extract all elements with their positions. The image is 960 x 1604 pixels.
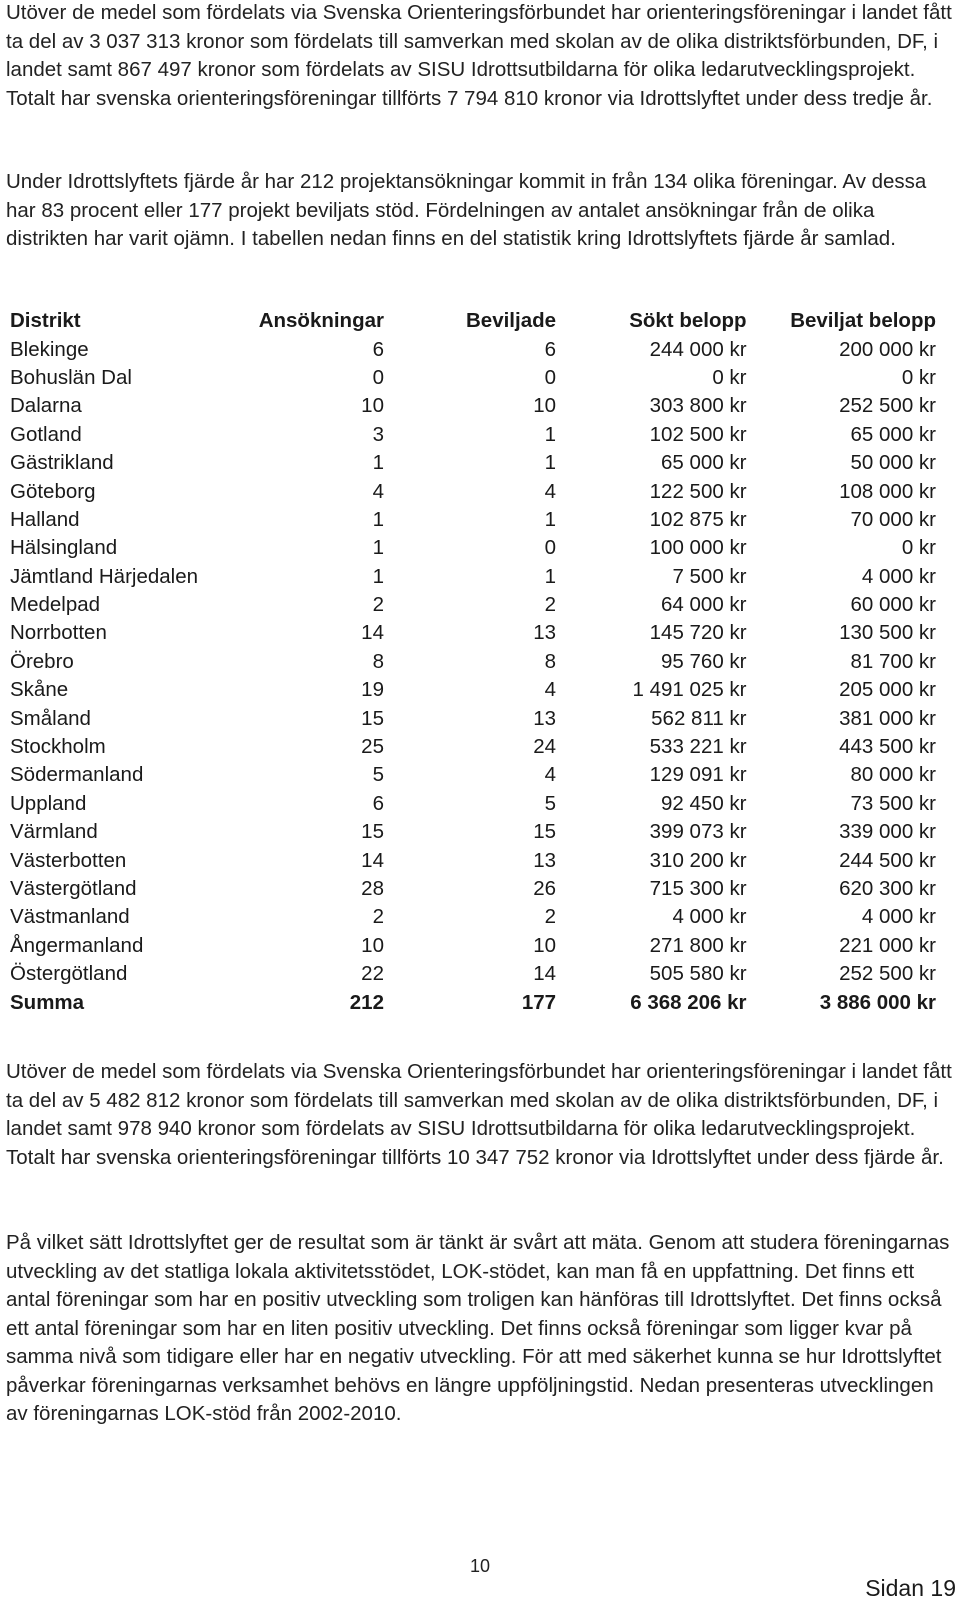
cell-beviljat-belopp: 0 kr [901, 536, 936, 560]
cell-beviljat-belopp: 252 500 kr [839, 962, 936, 986]
table-row [6, 335, 940, 363]
total-beviljade: 177 [521, 990, 557, 1014]
cell-distrikt: Blekinge [10, 337, 89, 361]
cell-sokt-belopp: 271 800 kr [649, 933, 747, 957]
cell-sokt-belopp: 533 221 kr [649, 735, 747, 759]
cell-ansokningar: 1 [372, 451, 384, 475]
table-row [6, 733, 940, 761]
cell-beviljade: 5 [544, 791, 557, 815]
cell-beviljat-belopp: 244 500 kr [839, 848, 936, 872]
table-row [6, 676, 940, 704]
cell-distrikt: Örebro [10, 649, 74, 673]
table-row [6, 875, 940, 903]
cell-sokt-belopp: 95 760 kr [661, 649, 747, 673]
cell-sokt-belopp: 244 000 kr [649, 337, 747, 361]
page-number: 10 [470, 1556, 491, 1576]
cell-beviljade: 24 [533, 735, 557, 759]
cell-sokt-belopp: 310 200 kr [649, 848, 747, 872]
cell-ansokningar: 14 [361, 621, 384, 645]
cell-beviljat-belopp: 381 000 kr [839, 706, 936, 730]
table-row [6, 563, 940, 591]
cell-sokt-belopp: 102 500 kr [649, 422, 747, 446]
cell-beviljade: 15 [533, 820, 557, 844]
cell-beviljade: 13 [533, 621, 557, 645]
table-row [6, 392, 940, 420]
cell-beviljade: 2 [544, 905, 557, 929]
cell-beviljat-belopp: 73 500 kr [850, 791, 936, 815]
cell-distrikt: Hälsingland [10, 536, 118, 560]
cell-beviljade: 13 [533, 706, 557, 730]
cell-distrikt: Norrbotten [10, 621, 107, 645]
cell-distrikt: Medelpad [10, 593, 101, 617]
cell-beviljat-belopp: 70 000 kr [850, 507, 936, 531]
cell-beviljade: 4 [544, 678, 557, 702]
cell-sokt-belopp: 715 300 kr [649, 877, 747, 900]
cell-sokt-belopp: 7 500 kr [672, 564, 747, 588]
cell-ansokningar: 5 [372, 763, 384, 787]
column-header-beviljat-belopp: Beviljat belopp [790, 309, 936, 333]
table-header-row [6, 307, 940, 335]
intro-paragraph-fourth-year: Utöver de medel som fördelats via Svenska Orienteringsförbundet har orienteringsföreningar i landet fått ta del av 5 482 812 kronor som fördelats till samverkan med skolan av de olika distriktsförbunden, DF, i landet samt 978 940 kronor som fördelats av SISU Idrottsutbildarna för olika ledarutvecklingsprojekt. Totalt har svenska orienteringsföreningar tillförts 10 347 752 kronor via Idrottslyftet under dess fjärde år. [6, 1060, 952, 1169]
cell-beviljat-belopp: 252 500 kr [839, 394, 936, 418]
table-row [6, 818, 940, 846]
table-row [6, 704, 940, 732]
cell-distrikt: Gästrikland [10, 451, 114, 475]
cell-distrikt: Bohuslän Dal [10, 365, 132, 389]
cell-sokt-belopp: 145 720 kr [649, 621, 747, 645]
applications-paragraph: Under Idrottslyftets fjärde år har 212 projektansökningar kommit in från 134 olika föreningar. Av dessa har 83 procent eller 177 projekt beviljats stöd. Fördelningen av antalet ansökningar från de olika distrikten har varit ojämn. I tabellen nedan finns en del statistik kring Idrottslyftets fjärde år samlad. [6, 170, 927, 250]
table-row [6, 449, 940, 477]
table-body [6, 335, 940, 1016]
cell-sokt-belopp: 129 091 kr [649, 763, 747, 787]
cell-distrikt: Södermanland [10, 763, 144, 787]
cell-beviljade: 4 [544, 763, 557, 787]
table-row [6, 591, 940, 619]
cell-distrikt: Västergötland [10, 877, 137, 900]
cell-sokt-belopp: 505 580 kr [649, 962, 747, 986]
cell-ansokningar: 6 [372, 791, 384, 815]
cell-ansokningar: 3 [372, 422, 384, 446]
results-paragraph: På vilket sätt Idrottslyftet ger de resultat som är tänkt är svårt att mäta. Genom att studera föreningarnas utveckling av det statliga lokala aktivitetsstödet, LOK-stödet, kan man få en uppfattning. Det finns ett antal föreningar som har en positiv utveckling som troligen kan hänföras till Idrottslyftet. Det finns också ett antal föreningar som har en liten positiv utveckling. Det finns också föreningar som ligger kvar på samma nivå som tidigare eller har en negativ utveckling. För att med säkerhet kunna se hur Idrottslyftet påverkar föreningarnas verksamhet behövs en längre uppföljningstid. Nedan presenteras utvecklingen av föreningarnas LOK-stöd från 2002-2010. [6, 1231, 950, 1425]
cell-distrikt: Uppland [10, 791, 87, 815]
table-row [6, 761, 940, 789]
table-row [6, 932, 940, 960]
column-header-beviljade: Beviljade [466, 309, 557, 333]
cell-beviljade: 26 [533, 877, 557, 900]
cell-beviljat-belopp: 80 000 kr [850, 763, 936, 787]
cell-distrikt: Gotland [10, 422, 82, 446]
cell-ansokningar: 0 [372, 365, 384, 389]
cell-beviljade: 10 [533, 933, 557, 957]
cell-ansokningar: 10 [361, 933, 384, 957]
cell-beviljade: 10 [533, 394, 557, 418]
cell-sokt-belopp: 303 800 kr [649, 394, 747, 418]
cell-beviljade: 1 [544, 507, 557, 531]
cell-beviljat-belopp: 108 000 kr [839, 479, 936, 503]
cell-beviljat-belopp: 221 000 kr [839, 933, 936, 957]
cell-sokt-belopp: 65 000 kr [661, 451, 747, 475]
cell-ansokningar: 1 [372, 507, 384, 531]
cell-beviljat-belopp: 0 kr [901, 365, 936, 389]
cell-ansokningar: 15 [361, 820, 384, 844]
cell-sokt-belopp: 64 000 kr [661, 593, 747, 617]
total-ansokningar: 212 [349, 990, 384, 1014]
cell-sokt-belopp: 1 491 025 kr [632, 678, 747, 702]
cell-beviljade: 1 [544, 564, 557, 588]
table-total-row [6, 988, 940, 1016]
table-row [6, 477, 940, 505]
cell-beviljade: 8 [544, 649, 557, 673]
table-row [6, 506, 940, 534]
cell-ansokningar: 1 [372, 564, 384, 588]
cell-beviljade: 6 [544, 337, 557, 361]
cell-ansokningar: 25 [361, 735, 384, 759]
cell-beviljat-belopp: 60 000 kr [850, 593, 936, 617]
intro-paragraph-third-year: Utöver de medel som fördelats via Svenska Orienteringsförbundet har orienteringsföreningar i landet fått ta del av 3 037 313 kronor som fördelats till samverkan med skolan av de olika distriktsförbunden, DF, i landet samt 867 497 kronor som fördelats av SISU Idrottsutbildarna för olika ledarutvecklingsprojekt. Totalt har svenska orienteringsföreningar tillförts 7 794 810 kronor via Idrottslyftet under dess tredje år. [6, 1, 952, 110]
page-label: Sidan 19 [865, 1575, 956, 1601]
cell-distrikt: Västmanland [10, 905, 130, 929]
total-beviljat-belopp: 3 886 000 kr [819, 990, 936, 1014]
cell-beviljade: 13 [533, 848, 557, 872]
cell-beviljat-belopp: 130 500 kr [839, 621, 936, 645]
cell-ansokningar: 4 [372, 479, 384, 503]
table-row [6, 903, 940, 931]
table-row [6, 619, 940, 647]
cell-ansokningar: 15 [361, 706, 384, 730]
cell-beviljat-belopp: 4 000 kr [861, 905, 936, 929]
cell-beviljade: 0 [544, 365, 557, 389]
cell-distrikt: Jämtland Härjedalen [10, 564, 199, 588]
cell-sokt-belopp: 92 450 kr [661, 791, 747, 815]
cell-ansokningar: 6 [372, 337, 384, 361]
table-row [6, 790, 940, 818]
cell-sokt-belopp: 100 000 kr [649, 536, 747, 560]
cell-distrikt: Stockholm [10, 735, 106, 759]
total-distrikt: Summa [10, 990, 85, 1014]
cell-beviljade: 4 [544, 479, 557, 503]
cell-distrikt: Ångermanland [10, 933, 144, 957]
cell-sokt-belopp: 399 073 kr [649, 820, 747, 844]
cell-ansokningar: 28 [361, 877, 384, 900]
cell-beviljade: 1 [544, 422, 557, 446]
cell-ansokningar: 2 [372, 905, 384, 929]
cell-beviljat-belopp: 50 000 kr [850, 451, 936, 475]
cell-ansokningar: 14 [361, 848, 384, 872]
table-row [6, 648, 940, 676]
cell-beviljat-belopp: 205 000 kr [839, 678, 936, 702]
column-header-ansokningar: Ansökningar [258, 309, 384, 333]
cell-ansokningar: 2 [372, 593, 384, 617]
table-row [6, 421, 940, 449]
cell-sokt-belopp: 122 500 kr [649, 479, 747, 503]
cell-beviljat-belopp: 339 000 kr [839, 820, 936, 844]
cell-beviljat-belopp: 443 500 kr [839, 735, 936, 759]
table-row [6, 534, 940, 562]
cell-distrikt: Västerbotten [10, 848, 127, 872]
cell-beviljat-belopp: 81 700 kr [850, 649, 936, 673]
cell-ansokningar: 19 [361, 678, 384, 702]
cell-ansokningar: 1 [372, 536, 384, 560]
total-sokt-belopp: 6 368 206 kr [630, 990, 747, 1014]
cell-beviljade: 2 [544, 593, 557, 617]
cell-beviljade: 14 [533, 962, 557, 986]
cell-ansokningar: 22 [361, 962, 384, 986]
district-statistics-table [6, 307, 940, 1017]
cell-sokt-belopp: 4 000 kr [672, 905, 747, 929]
cell-distrikt: Värmland [10, 820, 98, 844]
cell-distrikt: Småland [10, 706, 91, 730]
column-header-distrikt: Distrikt [10, 309, 81, 333]
cell-sokt-belopp: 562 811 kr [651, 706, 747, 730]
cell-beviljat-belopp: 200 000 kr [839, 337, 936, 361]
cell-sokt-belopp: 102 875 kr [649, 507, 747, 531]
cell-beviljade: 1 [544, 451, 557, 475]
cell-beviljade: 0 [544, 536, 557, 560]
cell-distrikt: Halland [10, 507, 80, 531]
table-row [6, 364, 940, 392]
column-header-sokt-belopp: Sökt belopp [629, 309, 747, 333]
cell-distrikt: Skåne [10, 678, 69, 702]
cell-distrikt: Dalarna [10, 394, 82, 418]
table-row [6, 960, 940, 988]
cell-beviljat-belopp: 4 000 kr [861, 564, 936, 588]
table-row [6, 846, 940, 874]
cell-ansokningar: 10 [361, 394, 384, 418]
cell-ansokningar: 8 [372, 649, 384, 673]
cell-beviljat-belopp: 620 300 kr [839, 877, 936, 900]
cell-beviljat-belopp: 65 000 kr [850, 422, 936, 446]
cell-distrikt: Östergötland [10, 962, 128, 986]
cell-distrikt: Göteborg [10, 479, 96, 503]
cell-sokt-belopp: 0 kr [712, 365, 747, 389]
